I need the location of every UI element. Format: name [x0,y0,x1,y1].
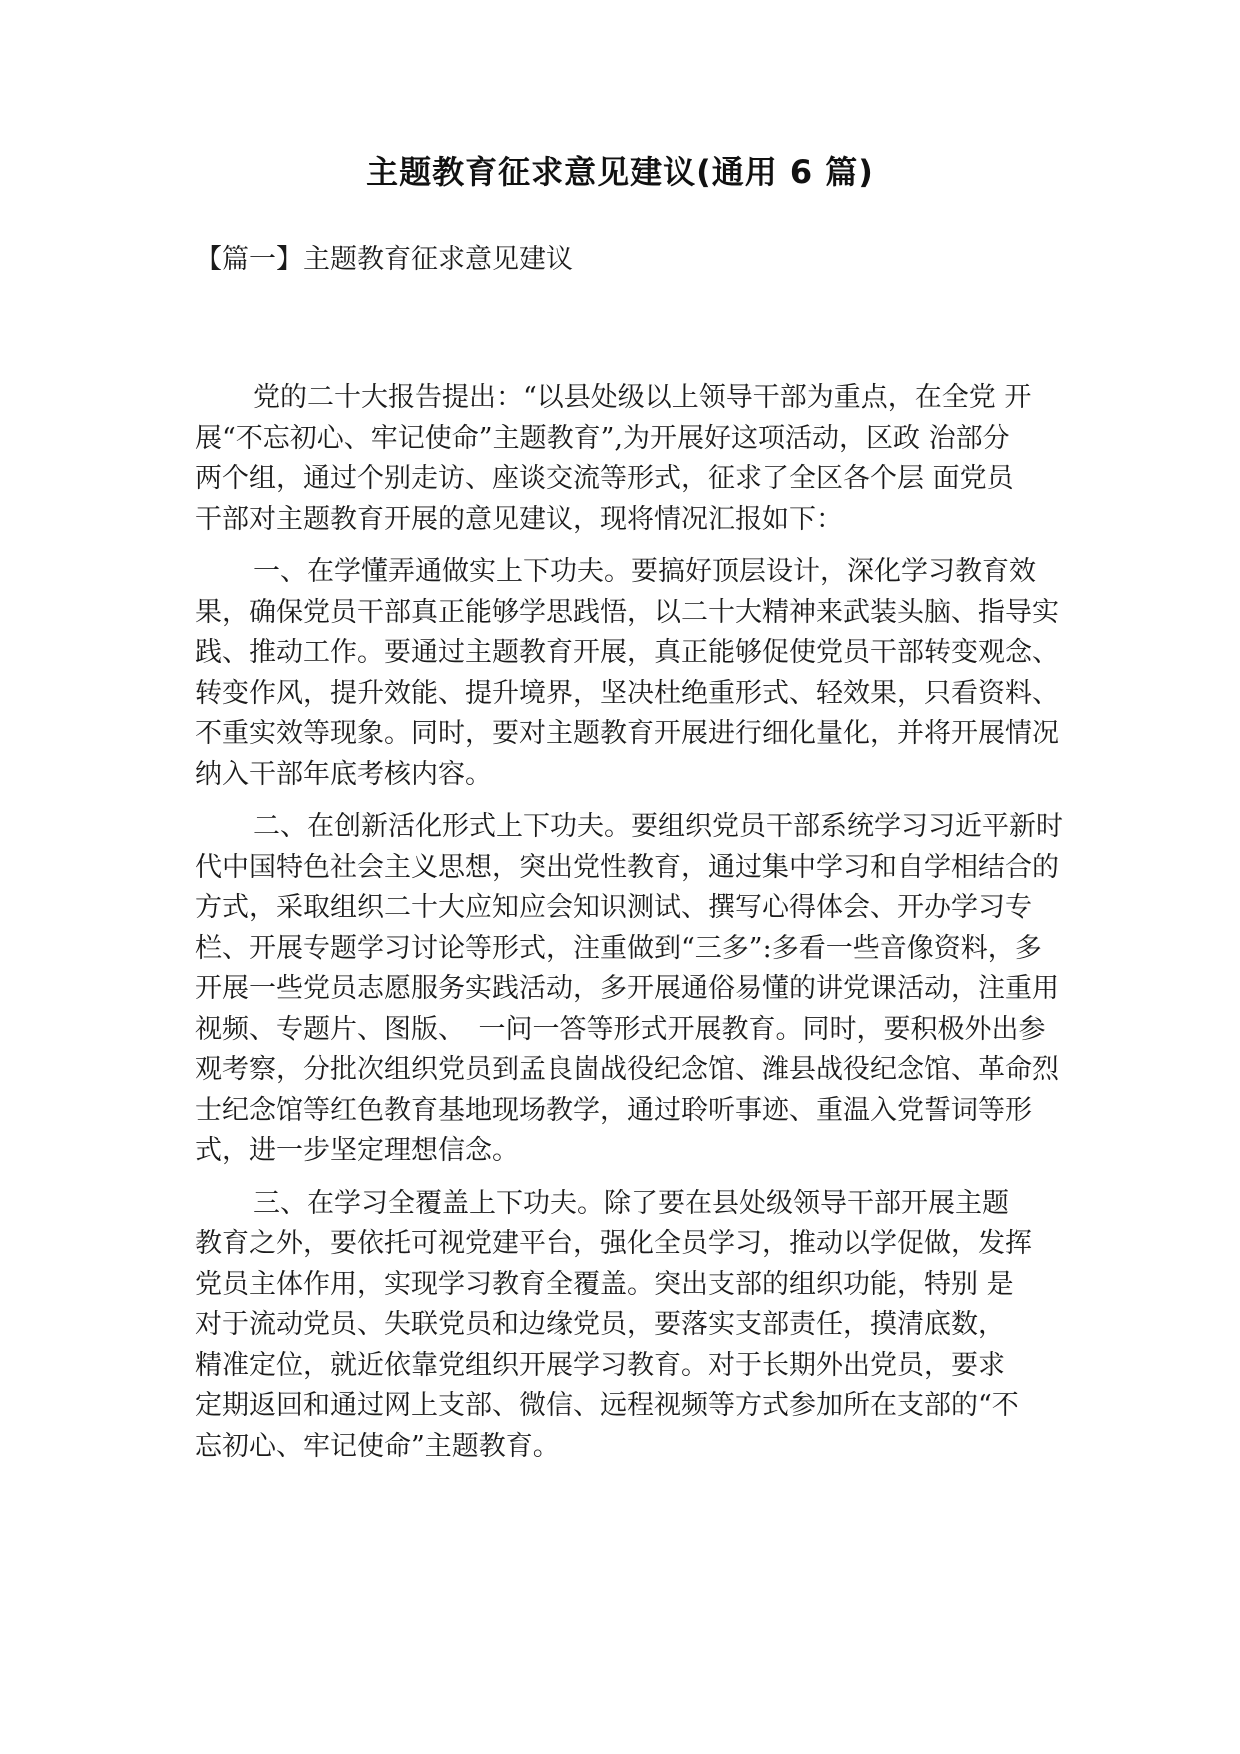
section-heading: 【篇一】主题教育征求意见建议 [195,244,573,275]
paragraph-intro: 党的二十大报告提出：“以县处级以上领导干部为重点，在全党 开展“不忘初心、牢记使命”主题教育”,为开展好这项活动，区政 治部分两个组，通过个别走访、座谈交流等形式，征求了全区各个层 面党员干部对主题教育开展的意见建议，现将情况汇报如下： [195,382,1032,535]
paragraph-point-three: 三、在学习全覆盖上下功夫。除了要在县处级领导干部开展主题教育之外，要依托可视党建平台，强化全员学习，推动以学促做，发挥党员主体作用，实现学习教育全覆盖。突出支部的组织功能，特别 是对于流动党员、失联党员和边缘党员，要落实支部责任，摸清底数， 精准定位，就近依靠党组织开展学习教育。对于长期外出党员，要求 定期返回和通过网上支部、微信、远程视频等方式参加所在支部的“不 忘初心、牢记使命”主题教育。 [195,1187,1032,1462]
document-title: 主题教育征求意见建议(通用 6 篇) [366,153,874,191]
document-body [195,378,1065,1479]
paragraph-point-two: 二、在创新活化形式上下功夫。要组织党员干部系统学习习近平新时代中国特色社会主义思想，突出党性教育，通过集中学习和自学相结合的方式，采取组织二十大应知应会知识测试、撰写心得体会、开办学习专栏、开展专题学习讨论等形式，注重做到“三多”:多看一些音像资料，多开展一些党员志愿服务实践活动，多开展通俗易懂的讲党课活动，注重用视频、专题片、图版、 一问一答等形式开展教育。同时，要积极外出参观考察，分批次组织党员到孟良崮战役纪念馆、潍县战役纪念馆、革命烈士纪念馆等红色教育基地现场教学，通过聆听事迹、重温入党誓词等形式，进一步坚定理想信念。 [195,811,1063,1166]
paragraph-point-one: 一、在学懂弄通做实上下功夫。要搞好顶层设计，深化学习教育效果，确保党员干部真正能够学思践悟，以二十大精神来武装头脑、指导实践、推动工作。要通过主题教育开展，真正能够促使党员干部转变观念、转变作风，提升效能、提升境界，坚决杜绝重形式、轻效果，只看资料、不重实效等现象。同时，要对主题教育开展进行细化量化，并将开展情况纳入干部年底考核内容。 [195,556,1059,790]
